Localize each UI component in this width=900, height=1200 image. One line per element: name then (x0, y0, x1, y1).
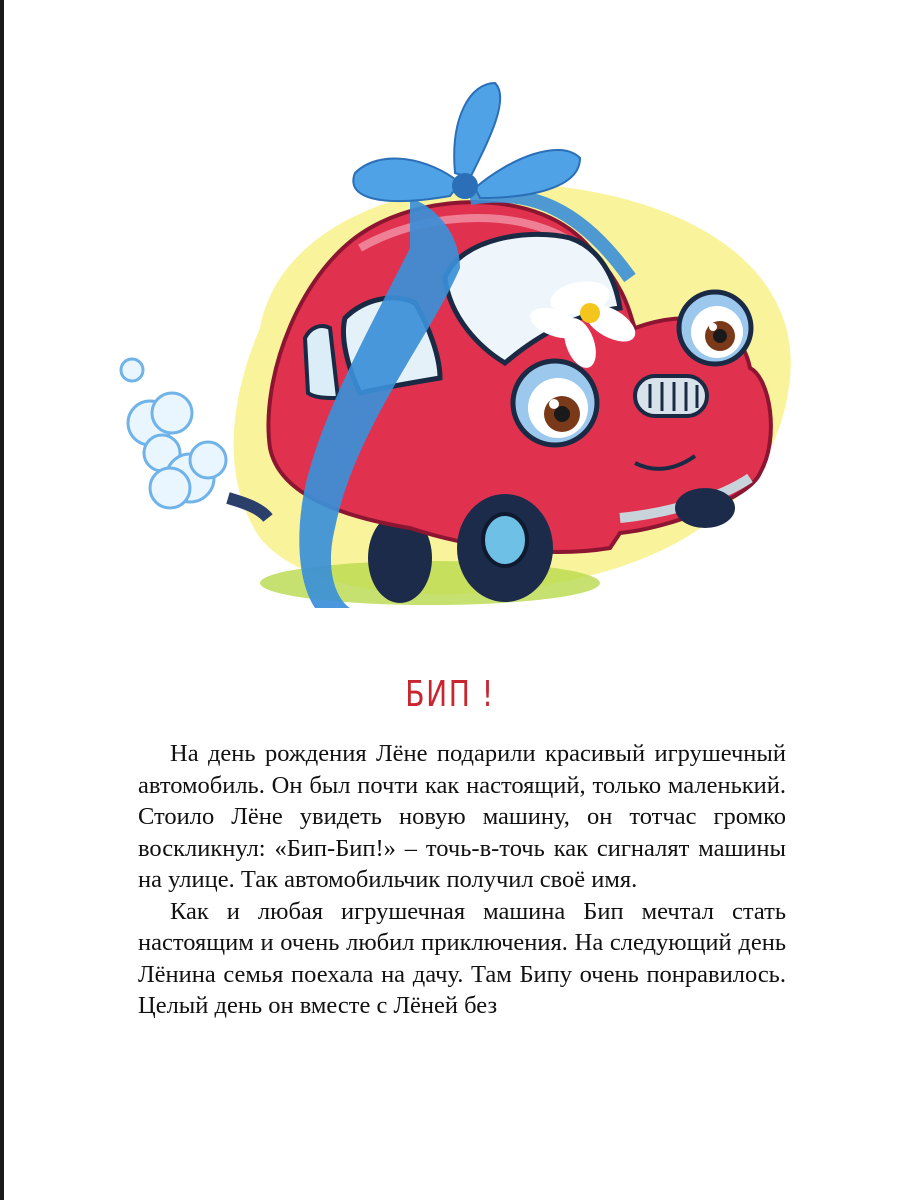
exhaust-smoke (121, 359, 226, 508)
ribbon-bow (353, 83, 580, 201)
story-title: БИП ! (405, 674, 495, 715)
car-illustration (110, 78, 810, 618)
page-edge (0, 0, 4, 1200)
eye-left (513, 361, 597, 445)
eye-right (679, 292, 751, 364)
paragraph: На день рождения Лёне подарили красивый игрушечный автомобиль. Он был почти как настоящий, только маленький. Стоило Лёне увидеть новую машину, он тотчас громко воскликнул: «Бип-Бип!» – точь-в-точь как сигналят машины на улице. Так автомобильчик получил своё имя. (138, 740, 786, 893)
story-text (138, 738, 786, 1022)
paragraph: Как и любая игрушечная машина Бип мечтал стать настоящим и очень любил приключения. На следующий день Лёнина семья поехала на дачу. Там Бипу очень понравилось. Целый день он вместе с Лёней без (138, 897, 786, 1019)
